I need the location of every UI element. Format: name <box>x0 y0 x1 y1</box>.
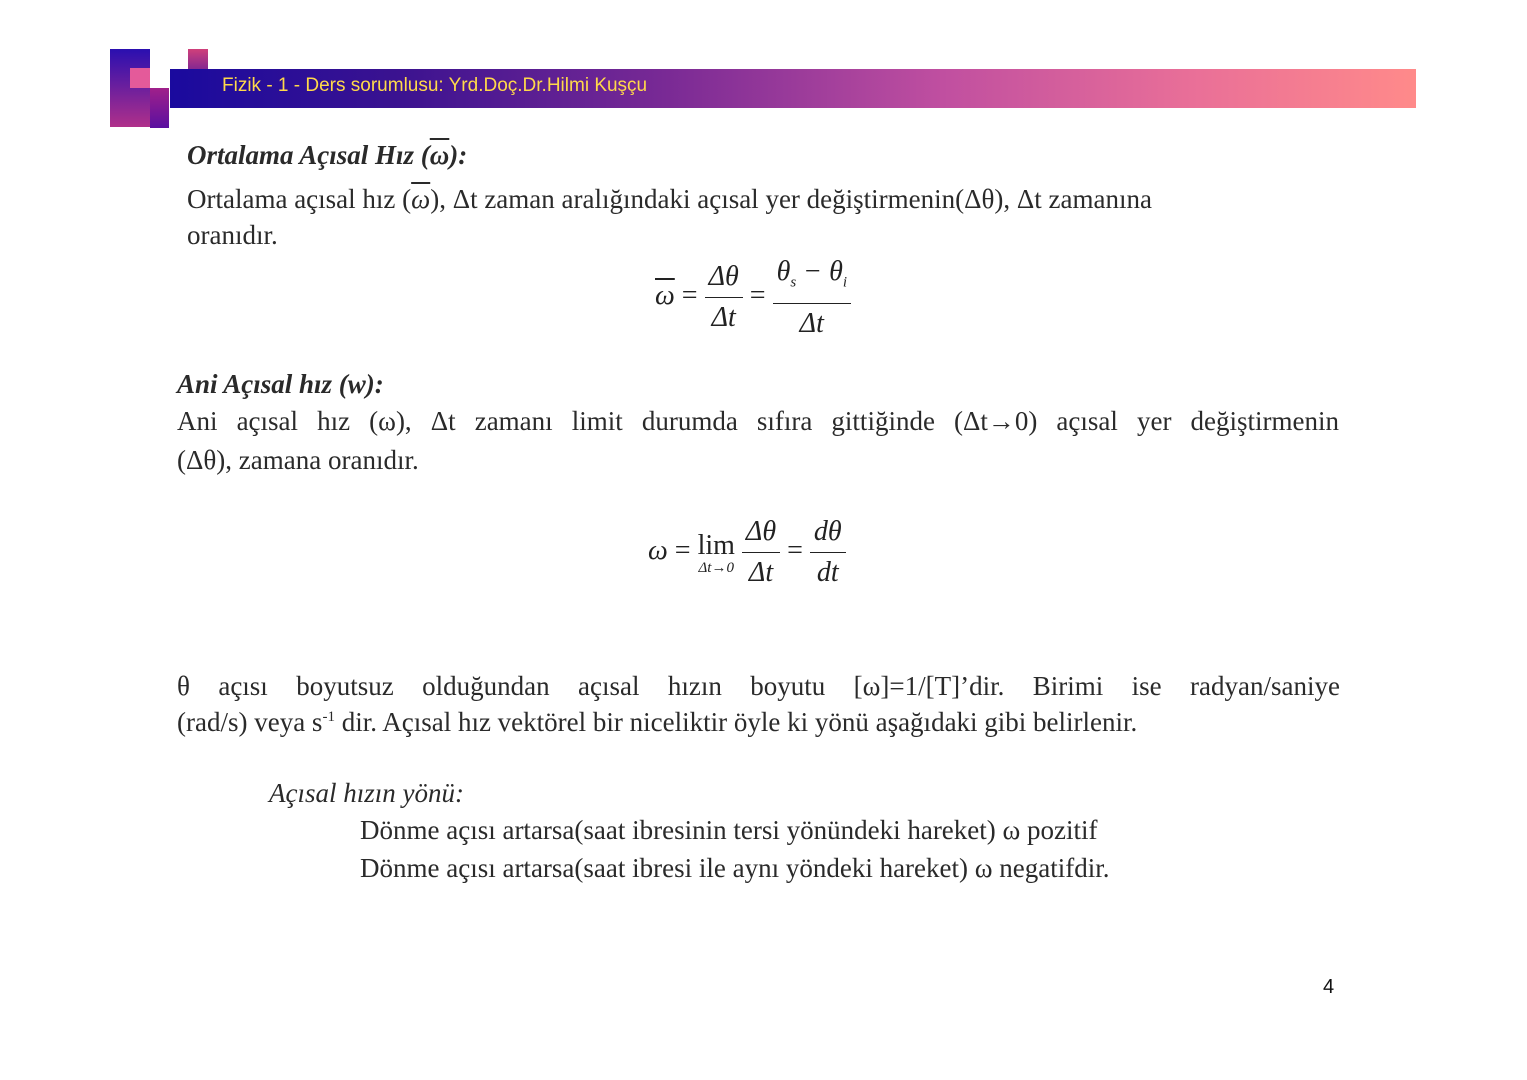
fraction-denominator: Δt <box>799 307 824 339</box>
section3-line2 <box>177 707 1137 738</box>
fraction <box>810 512 846 593</box>
eq-sign: = <box>681 280 698 312</box>
eq-lhs: $\overline{\omega}$ <box>655 280 675 312</box>
section3-line1: θ açısı boyutsuz olduğundan açısal hızın boyutu [ω]=1/[T]’dir. Birimi ise radyan/saniye <box>177 671 1340 701</box>
line1-prefix: Ortalama açısal hız ( <box>187 184 412 214</box>
fraction <box>773 252 851 344</box>
fraction-numerator: Δθ <box>742 512 780 553</box>
direction-item-1: Dönme açısı artarsa(saat ibresinin tersi yönündeki hareket) ω pozitif <box>360 815 1098 845</box>
fraction-denominator: Δt <box>748 557 774 588</box>
line2-suffix: dir. Açısal hız vektörel bir niceliktir öyle ki yönü aşağıdaki gibi belirlenir. <box>334 707 1138 737</box>
header-title: Fizik - 1 - Ders sorumlusu: Yrd.Doç.Dr.Hilmi Kuşçu <box>222 75 648 96</box>
omega-bar-symbol: $\overline{\omega}$ <box>429 140 450 170</box>
limit-operator <box>698 531 735 575</box>
direction-item-2: Dönme açısı artarsa(saat ibresi ile aynı yöndeki hareket) ω negatifdir. <box>360 853 1110 883</box>
logo-square <box>110 49 150 127</box>
theta-s: θ <box>776 256 791 287</box>
instantaneous-angular-velocity-equation <box>648 512 846 593</box>
minus-sign: − <box>796 256 830 287</box>
fraction-denominator: dt <box>816 557 839 588</box>
logo-square <box>150 88 169 128</box>
limit-label: lim <box>697 529 735 561</box>
line2-prefix: (rad/s) veya s <box>177 707 323 737</box>
theta-i: θ <box>829 256 843 287</box>
section1-line2: oranıdır. <box>187 220 278 250</box>
subscript: i <box>842 274 848 291</box>
eq-sign: = <box>787 534 803 566</box>
fraction-numerator: Δθ <box>705 257 743 298</box>
average-angular-velocity-equation <box>655 252 851 344</box>
page-number: 4 <box>1323 976 1335 998</box>
heading-prefix: Ortalama Açısal Hız ( <box>187 140 430 170</box>
subscript: s <box>790 274 797 291</box>
eq-sign: = <box>749 280 766 312</box>
superscript: -1 <box>322 709 335 725</box>
section2-heading: Ani Açısal hız (w): <box>177 369 384 399</box>
section2-line2: (Δθ), zamana oranıdır. <box>177 445 419 475</box>
section1-heading <box>187 140 467 171</box>
limit-subscript: Δt→0 <box>698 559 734 576</box>
fraction-denominator: Δt <box>711 302 736 334</box>
fraction <box>742 512 780 593</box>
eq-sign: = <box>674 534 691 566</box>
fraction-numerator: dθ <box>810 512 846 553</box>
fraction <box>705 257 743 338</box>
logo-square <box>130 68 150 88</box>
section2-line1: Ani açısal hız (ω), Δt zamanı limit durumda sıfıra gittiğinde (Δt→0) açısal yer değiştirmenin <box>177 406 1339 436</box>
line1-suffix: ), Δt zaman aralığındaki açısal yer değiştirmenin(Δθ), Δt zamanına <box>430 184 1152 214</box>
section1-line1 <box>187 184 1152 215</box>
fraction-numerator <box>773 252 851 304</box>
direction-heading: Açısal hızın yönü: <box>269 778 464 808</box>
eq-lhs: ω <box>648 534 668 566</box>
omega-bar-symbol: $\overline{\omega}$ <box>411 184 431 214</box>
heading-suffix: ): <box>449 140 468 170</box>
